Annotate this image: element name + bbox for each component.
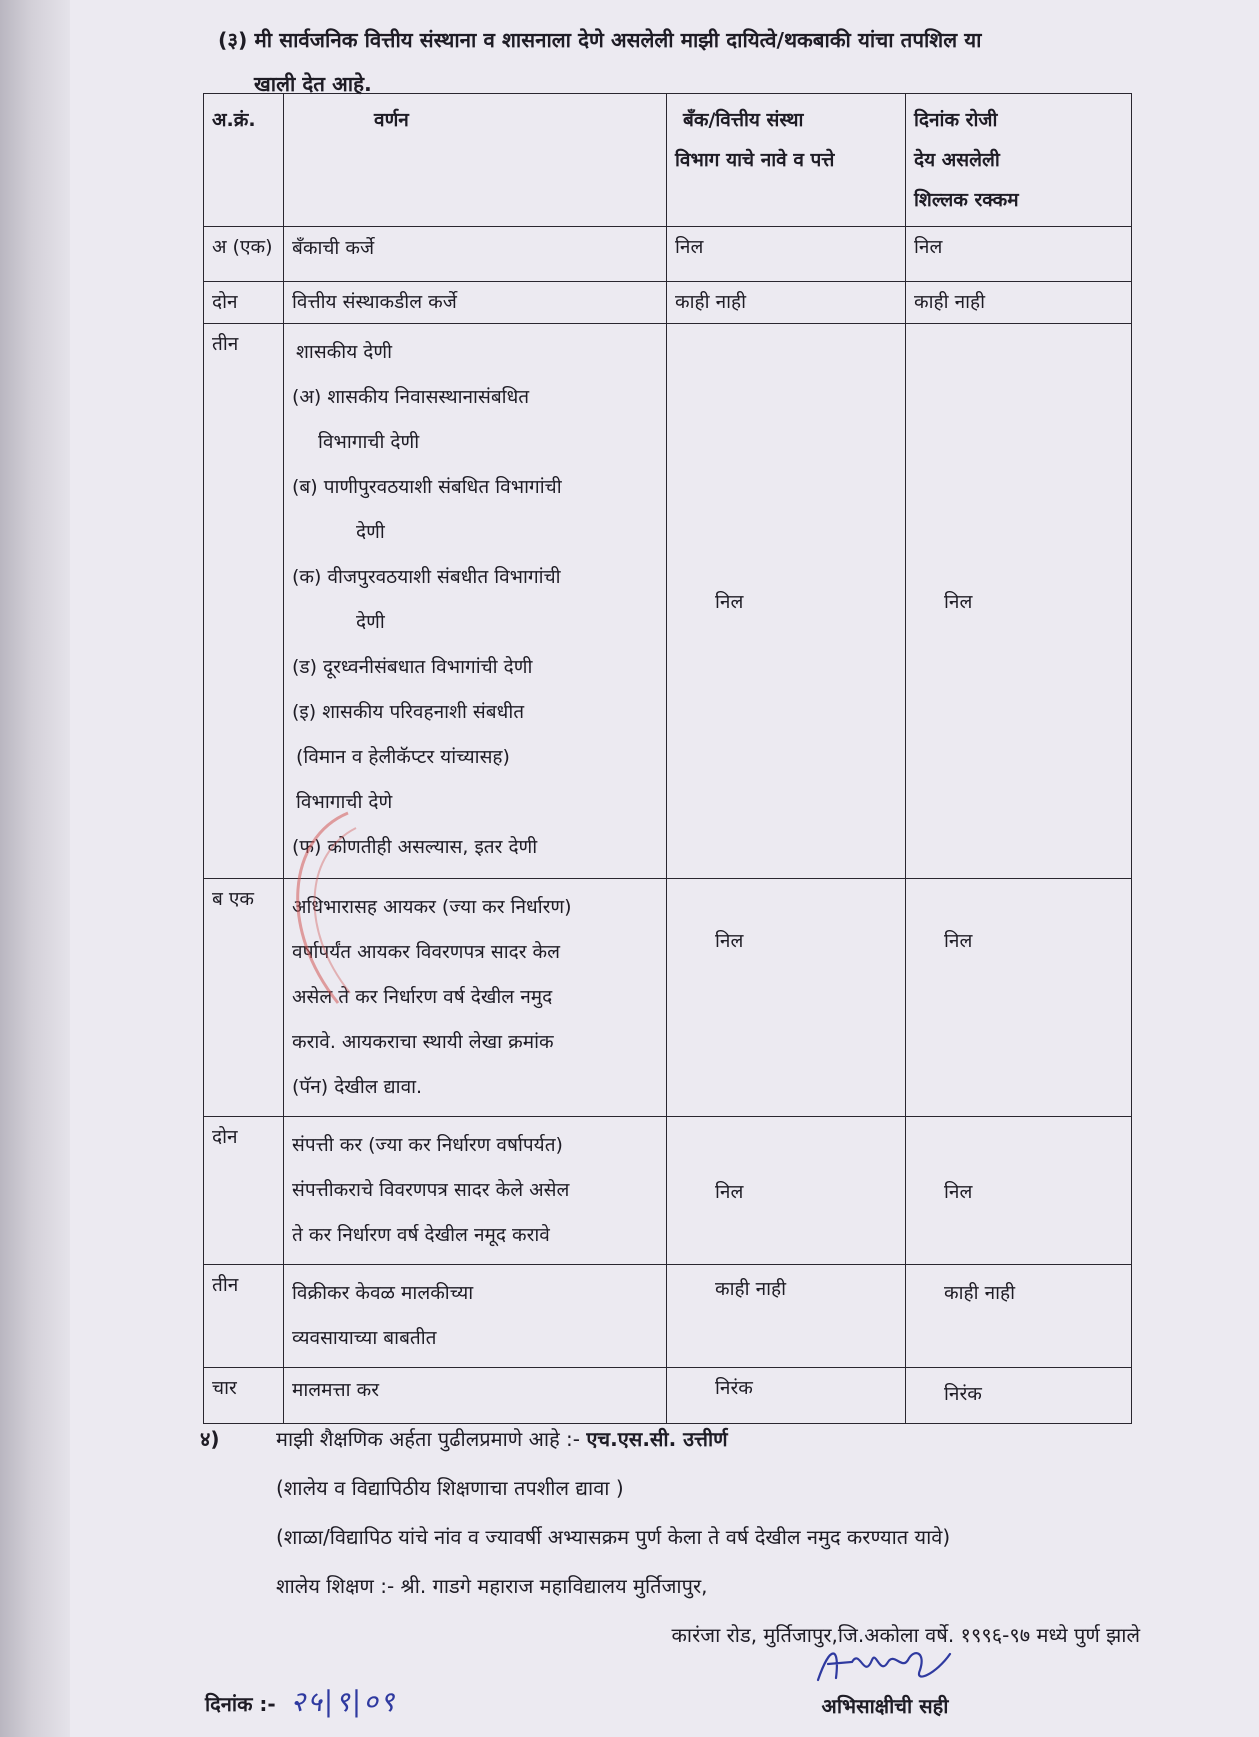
desc-line: असेल ते कर निर्धारण वर्ष देखील नमुद <box>292 986 553 1008</box>
row-bank-value: निल <box>667 227 906 282</box>
intro-line-2: खाली देत आहे. <box>254 72 372 96</box>
desc-line: वर्षापर्यंत आयकर विवरणपत्र सादर केल <box>292 941 561 963</box>
header-amount-line-2: देय असलेली <box>914 149 1000 171</box>
row-serial: तीन <box>204 1265 284 1368</box>
row-description <box>284 1265 667 1368</box>
date-field <box>205 1682 396 1720</box>
header-bank-line-2: विभाग याचे नावे व पत्ते <box>675 149 835 171</box>
signature-block <box>795 1640 975 1719</box>
table-row <box>204 1265 1132 1368</box>
row-bank-value: निल <box>667 324 906 879</box>
row-description <box>284 879 667 1117</box>
education-line-4: शालेय शिक्षण :- श्री. गाडगे महाराज महाविद्यालय मुर्तिजापुर, <box>276 1574 708 1598</box>
table-header-row <box>204 94 1132 227</box>
section-number: ४) <box>200 1427 220 1451</box>
education-line-3: (शाळा/विद्यापिठ यांचे नांव व ज्यावर्षी अभ्यासक्रम पुर्ण केला ते वर्ष देखील नमुद करण्यात यावे) <box>276 1525 951 1549</box>
desc-line: संपत्ती कर (ज्या कर निर्धारण वर्षापर्यत) <box>292 1134 563 1156</box>
desc-line: (इ) शासकीय परिवहनाशी संबधीत <box>292 701 525 723</box>
row-bank-value: निरंक <box>667 1368 906 1424</box>
table-row <box>204 879 1132 1117</box>
desc-line: ते कर निर्धारण वर्ष देखील नमूद करावे <box>292 1224 550 1246</box>
desc-line: (क) वीजपुरवठयाशी संबधीत विभागांची <box>292 566 561 588</box>
desc-line: (विमान व हेलीकॅप्टर यांच्यासह) <box>296 746 510 768</box>
header-description: वर्णन <box>284 94 667 227</box>
row-serial: चार <box>204 1368 284 1424</box>
row-serial: ब एक <box>204 879 284 1117</box>
header-serial-no: अ.क्रं. <box>204 94 284 227</box>
desc-line: संपत्तीकराचे विवरणपत्र सादर केले असेल <box>292 1179 570 1201</box>
desc-line: (ब) पाणीपुरवठयाशी संबधित विभागांची <box>292 476 562 498</box>
desc-line: व्यवसायाच्या बाबतीत <box>292 1327 437 1349</box>
desc-line: (पॅन) देखील द्यावा. <box>292 1076 423 1098</box>
desc-line: (ड) दूरध्वनीसंबधात विभागांची देणी <box>292 656 533 678</box>
row-description: वित्तीय संस्थाकडील कर्जे <box>284 282 667 324</box>
desc-line: विभागाची देणी <box>318 431 420 453</box>
table-row <box>204 282 1132 324</box>
desc-line: शासकीय देणी <box>296 341 393 363</box>
row-amount-value: निल <box>906 1117 1132 1265</box>
signature-mark <box>810 1640 960 1690</box>
education-line-1 <box>200 1415 1150 1464</box>
desc-line: देणी <box>356 611 385 633</box>
row-amount-value: निरंक <box>906 1368 1132 1424</box>
education-line-5: कारंजा रोड, मुर्तिजापुर,जि.अकोला वर्षे. १९९६-९७ मध्ये पुर्ण झाले <box>671 1623 1140 1647</box>
header-amount <box>906 94 1132 227</box>
date-value: २५|९|०९ <box>290 1685 397 1718</box>
row-bank-value: काही नाही <box>667 1265 906 1368</box>
signature-label: अभिसाक्षीची सही <box>821 1694 949 1718</box>
table-row <box>204 227 1132 282</box>
desc-line: विक्रीकर केवळ मालकीच्या <box>292 1282 474 1304</box>
education-line-2: (शालेय व विद्यापिठीय शिक्षणाचा तपशील द्यावा ) <box>276 1476 624 1500</box>
desc-line: विभागाची देणे <box>296 791 393 813</box>
row-description <box>284 324 667 879</box>
desc-line: (अ) शासकीय निवासस्थानासंबधित <box>292 386 530 408</box>
row-bank-value: निल <box>667 1117 906 1265</box>
header-amount-line-1: दिनांक रोजी <box>914 109 998 131</box>
row-amount-value: निल <box>906 324 1132 879</box>
desc-line: अधिभारासह आयकर (ज्या कर निर्धारण) <box>292 896 572 918</box>
date-label: दिनांक :- <box>205 1692 276 1716</box>
header-bank <box>667 94 906 227</box>
desc-line: (फ) कोणतीही असल्यास, इतर देणी <box>292 836 538 858</box>
row-bank-value: निल <box>667 879 906 1117</box>
row-description <box>284 1117 667 1265</box>
row-serial: तीन <box>204 324 284 879</box>
table-row <box>204 324 1132 879</box>
row-bank-value: काही नाही <box>667 282 906 324</box>
row-amount-value: काही नाही <box>906 282 1132 324</box>
row-amount-value: निल <box>906 227 1132 282</box>
education-qualification-value: एच.एस.सी. उत्तीर्ण <box>586 1427 728 1451</box>
education-section <box>200 1415 1150 1660</box>
education-qualification-label: माझी शैक्षणिक अर्हता पुढीलप्रमाणे आहे :- <box>276 1427 581 1451</box>
header-amount-line-3: शिल्लक रक्कम <box>914 189 1019 211</box>
desc-line: करावे. आयकराचा स्थायी लेखा क्रमांक <box>292 1031 554 1053</box>
desc-line: देणी <box>356 521 385 543</box>
scan-binding-edge <box>0 0 70 1737</box>
header-bank-line-1: बँक/वित्तीय संस्था <box>683 109 804 131</box>
row-amount-value: काही नाही <box>906 1265 1132 1368</box>
row-serial: दोन <box>204 1117 284 1265</box>
row-description: मालमत्ता कर <box>284 1368 667 1424</box>
intro-line-1: (३) मी सार्वजनिक वित्तीय संस्थाना व शासनाला देणे असलेली माझी दायित्वे/थकबाकी यांचा तपशिल या <box>218 28 982 52</box>
row-serial: दोन <box>204 282 284 324</box>
row-description: बँकाची कर्जे <box>284 227 667 282</box>
liabilities-table <box>203 93 1132 1424</box>
row-serial: अ (एक) <box>204 227 284 282</box>
table-row <box>204 1117 1132 1265</box>
row-amount-value: निल <box>906 879 1132 1117</box>
